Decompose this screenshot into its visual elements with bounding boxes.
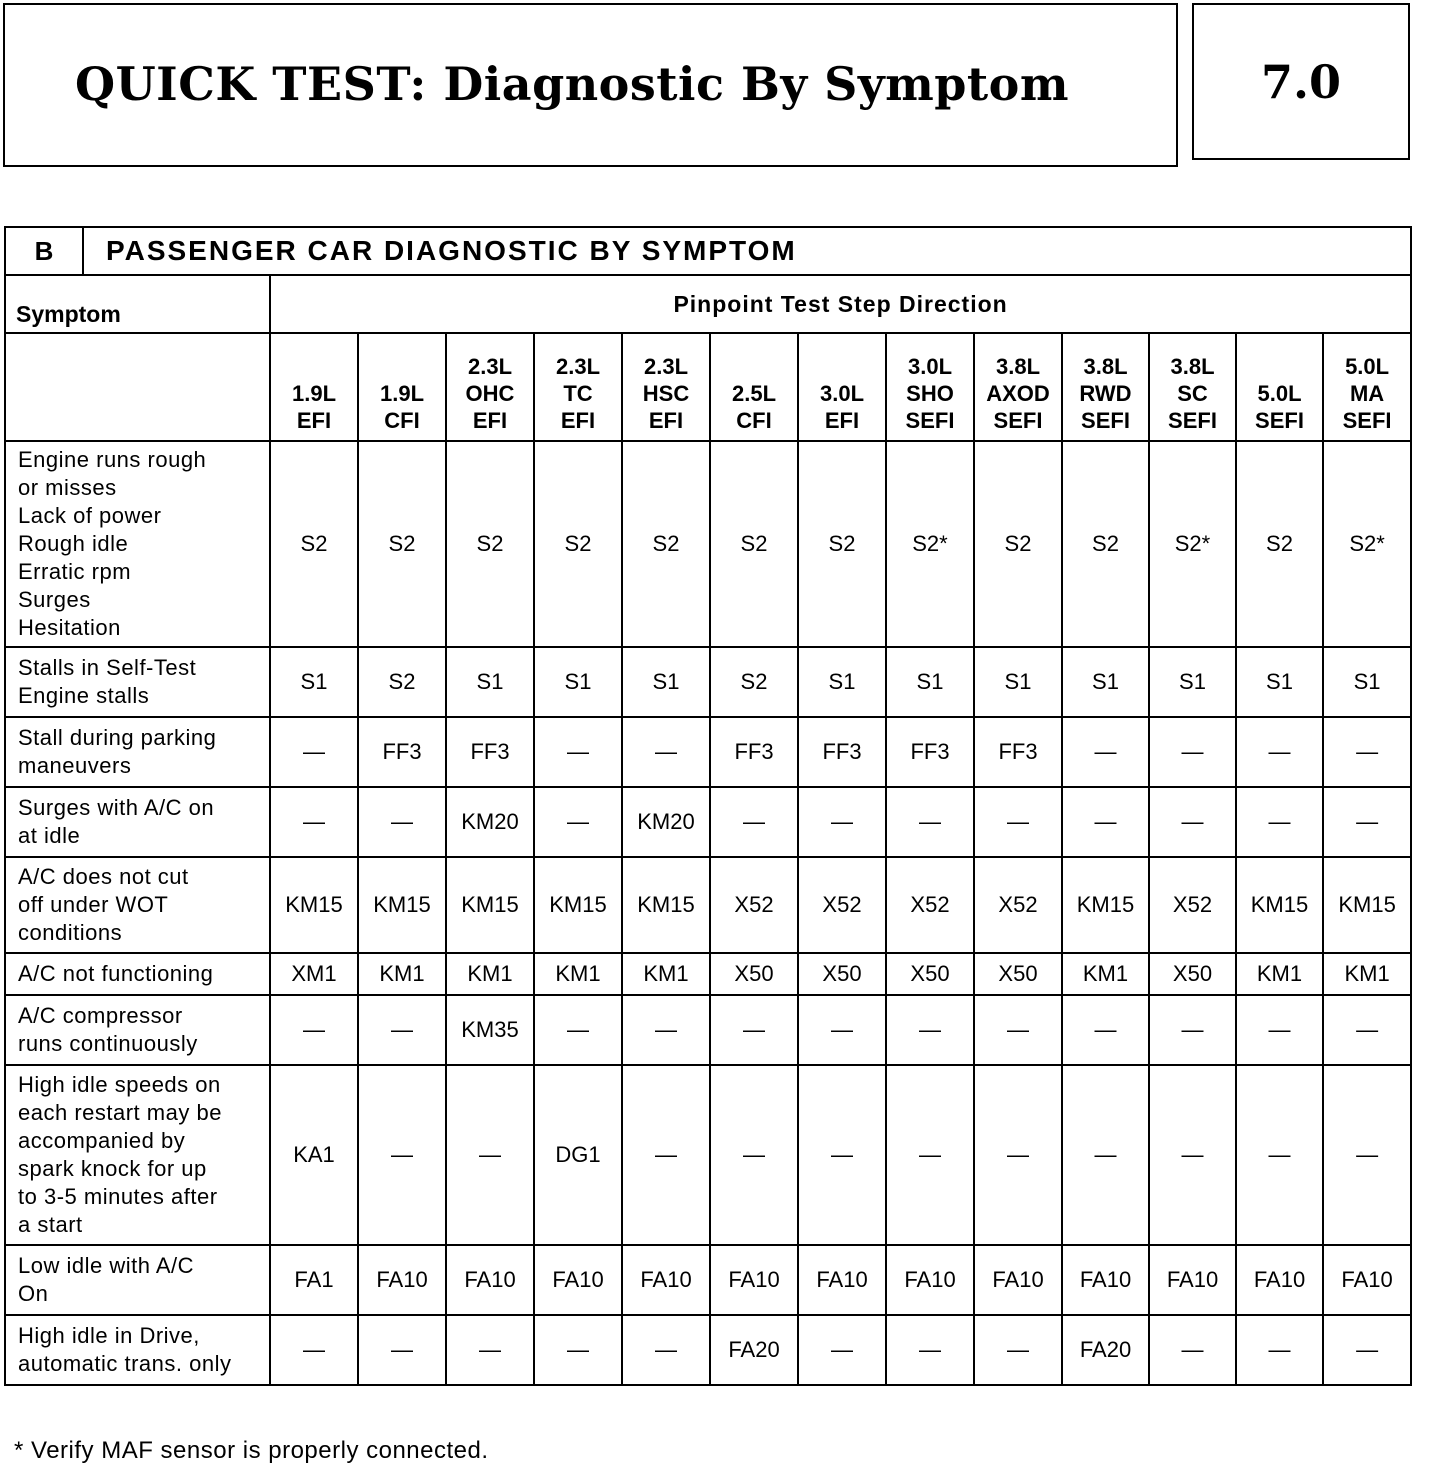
- symptom-line: each restart may be: [18, 1100, 222, 1125]
- pinpoint-cell: —: [974, 1315, 1062, 1385]
- table-row: [5, 717, 1411, 787]
- pinpoint-cell: —: [1236, 995, 1323, 1065]
- pinpoint-cell: FA20: [1062, 1315, 1149, 1385]
- engine-header-line: 2.3L: [467, 354, 513, 379]
- pinpoint-cell: —: [1236, 1315, 1323, 1385]
- pinpoint-cell: —: [358, 1065, 446, 1245]
- pinpoint-cell: S2: [446, 441, 534, 647]
- pinpoint-cell: X50: [974, 953, 1062, 995]
- engine-header-line: EFI: [560, 408, 596, 433]
- pinpoint-cell: —: [798, 1065, 886, 1245]
- engine-header-line: CFI: [384, 408, 420, 433]
- pinpoint-cell: —: [622, 1065, 710, 1245]
- engine-header-line: EFI: [472, 408, 508, 433]
- engine-column-header: [1236, 333, 1323, 441]
- pinpoint-cell: S1: [1323, 647, 1411, 717]
- pinpoint-cell: KM1: [1323, 953, 1411, 995]
- symptom-line: a start: [18, 1212, 83, 1237]
- pinpoint-cell: FA10: [974, 1245, 1062, 1315]
- engine-header-line: EFI: [648, 408, 684, 433]
- table-row: [5, 953, 1411, 995]
- engine-header-line: 2.3L: [555, 354, 601, 379]
- pinpoint-cell: KM15: [1062, 857, 1149, 953]
- pinpoint-cell: —: [622, 995, 710, 1065]
- symptom-line: Stall during parking: [18, 725, 217, 750]
- pinpoint-cell: KM15: [622, 857, 710, 953]
- pinpoint-cell: —: [1323, 995, 1411, 1065]
- symptom-line: conditions: [18, 920, 123, 945]
- symptom-line: High idle speeds on: [18, 1072, 221, 1097]
- pinpoint-cell: X52: [974, 857, 1062, 953]
- symptom-line: Low idle with A/C: [18, 1253, 195, 1278]
- pinpoint-cell: S1: [1149, 647, 1236, 717]
- pinpoint-cell: —: [886, 995, 974, 1065]
- table-row: [5, 647, 1411, 717]
- symptom-line: runs continuously: [18, 1031, 198, 1056]
- engine-column-header: [446, 333, 534, 441]
- engine-header-line: SEFI: [1168, 408, 1217, 433]
- pinpoint-cell: —: [974, 1065, 1062, 1245]
- engine-column-header: [1149, 333, 1236, 441]
- pinpoint-cell: —: [270, 1315, 358, 1385]
- symptom-line: A/C compressor: [18, 1003, 183, 1028]
- symptom-line: Engine stalls: [18, 683, 150, 708]
- engine-header-line: AXOD: [986, 381, 1050, 406]
- table-row: [5, 1065, 1411, 1245]
- engine-column-header: [1062, 333, 1149, 441]
- section-header-row: [5, 227, 1411, 275]
- engine-header-line: 5.0L: [1257, 381, 1302, 406]
- engine-header-line: SEFI: [1081, 408, 1130, 433]
- pinpoint-cell: KM15: [358, 857, 446, 953]
- pinpoint-cell: —: [1236, 1065, 1323, 1245]
- pinpoint-cell: S1: [534, 647, 622, 717]
- pinpoint-cell: —: [1236, 717, 1323, 787]
- pinpoint-cell: —: [974, 787, 1062, 857]
- pinpoint-cell: FF3: [710, 717, 798, 787]
- pinpoint-cell: —: [798, 1315, 886, 1385]
- engine-header-line: SEFI: [905, 408, 955, 433]
- pinpoint-cell: —: [1062, 787, 1149, 857]
- symptom-line: at idle: [18, 823, 81, 848]
- section-title-text: PASSENGER CAR DIAGNOSTIC BY SYMPTOM: [106, 235, 797, 266]
- table-row: [5, 441, 1411, 647]
- engine-header-line: HSC: [642, 381, 690, 406]
- engine-column-header: [710, 333, 798, 441]
- pinpoint-cell: S1: [270, 647, 358, 717]
- pinpoint-cell: KM35: [446, 995, 534, 1065]
- pinpoint-cell: KM20: [622, 787, 710, 857]
- pinpoint-cell: —: [358, 787, 446, 857]
- section-number: 7.0: [1260, 55, 1342, 109]
- symptom-line: off under WOT: [18, 892, 169, 917]
- pinpoint-cell: —: [886, 787, 974, 857]
- pinpoint-cell: FA10: [1323, 1245, 1411, 1315]
- symptom-line: On: [18, 1281, 49, 1306]
- symptom-line: maneuvers: [18, 753, 132, 778]
- pinpoint-cell: S2: [358, 441, 446, 647]
- pinpoint-cell: —: [710, 995, 798, 1065]
- pinpoint-cell: KM1: [534, 953, 622, 995]
- pinpoint-cell: KM1: [1062, 953, 1149, 995]
- pinpoint-cell: FF3: [974, 717, 1062, 787]
- pinpoint-cell: KM15: [534, 857, 622, 953]
- pinpoint-cell: X50: [1149, 953, 1236, 995]
- engine-header-line: CFI: [736, 408, 772, 433]
- pinpoint-cell: XM1: [270, 953, 358, 995]
- engine-header-line: TC: [563, 381, 593, 406]
- pinpoint-cell: S1: [1062, 647, 1149, 717]
- pinpoint-cell: FA10: [798, 1245, 886, 1315]
- engine-header-line: SEFI: [1342, 408, 1392, 433]
- pinpoint-cell: KM15: [446, 857, 534, 953]
- pinpoint-cell: —: [1149, 995, 1236, 1065]
- section-number-box: [1192, 3, 1410, 160]
- pinpoint-cell: KM20: [446, 787, 534, 857]
- pinpoint-cell: —: [622, 1315, 710, 1385]
- engine-header-line: RWD: [1079, 381, 1132, 406]
- engine-column-header: [974, 333, 1062, 441]
- pinpoint-cell: —: [1323, 787, 1411, 857]
- pinpoint-cell: FF3: [886, 717, 974, 787]
- pinpoint-cell: —: [974, 995, 1062, 1065]
- engine-column-header: [534, 333, 622, 441]
- pinpoint-cell: —: [358, 1315, 446, 1385]
- pinpoint-cell: —: [534, 717, 622, 787]
- pinpoint-cell: —: [446, 1065, 534, 1245]
- diagnostic-table: [4, 226, 1412, 1386]
- engine-header-line: 5.0L: [1345, 354, 1390, 379]
- pinpoint-cell: S1: [446, 647, 534, 717]
- table-row: [5, 787, 1411, 857]
- footnote: * Verify MAF sensor is properly connected.: [14, 1437, 489, 1464]
- pinpoint-cell: X52: [798, 857, 886, 953]
- pinpoint-cell: FF3: [358, 717, 446, 787]
- symptom-line: Rough idle: [18, 531, 129, 556]
- title-box: [3, 3, 1178, 167]
- pinpoint-cell: FA10: [358, 1245, 446, 1315]
- engine-header-blank: [5, 333, 270, 441]
- pinpoint-cell: X50: [710, 953, 798, 995]
- pinpoint-cell: FA10: [622, 1245, 710, 1315]
- engine-header-line: 3.0L: [819, 381, 865, 406]
- pinpoint-cell: FA1: [270, 1245, 358, 1315]
- engine-header-line: 2.5L: [731, 381, 777, 406]
- pinpoint-cell: S1: [622, 647, 710, 717]
- pinpoint-cell: —: [358, 995, 446, 1065]
- pinpoint-cell: S2: [798, 441, 886, 647]
- engine-header-line: MA: [1349, 381, 1385, 406]
- pinpoint-cell: —: [534, 787, 622, 857]
- pinpoint-cell: S2: [1236, 441, 1323, 647]
- engine-header-line: SHO: [906, 381, 954, 406]
- pinpoint-cell: X52: [1149, 857, 1236, 953]
- symptom-cell: [5, 1065, 270, 1245]
- pinpoint-cell: S2: [974, 441, 1062, 647]
- pinpoint-cell: —: [1149, 1315, 1236, 1385]
- symptom-cell: [5, 717, 270, 787]
- symptom-line: Stalls in Self-Test: [18, 655, 197, 680]
- page-title: QUICK TEST: Diagnostic By Symptom: [75, 57, 1070, 111]
- pinpoint-cell: —: [1062, 717, 1149, 787]
- pinpoint-cell: —: [1323, 1065, 1411, 1245]
- symptom-line: Surges with A/C on: [18, 795, 215, 820]
- pinpoint-cell: —: [1149, 717, 1236, 787]
- engine-header-line: 3.8L: [995, 354, 1041, 379]
- engine-column-header: [886, 333, 974, 441]
- symptom-cell: [5, 995, 270, 1065]
- pinpoint-cell: —: [1323, 717, 1411, 787]
- pinpoint-cell: KM1: [622, 953, 710, 995]
- pinpoint-cell: S2*: [1323, 441, 1411, 647]
- engine-column-header: [798, 333, 886, 441]
- engine-column-header: [270, 333, 358, 441]
- symptom-line: automatic trans. only: [18, 1351, 232, 1376]
- pinpoint-cell: FA20: [710, 1315, 798, 1385]
- pinpoint-cell: —: [886, 1315, 974, 1385]
- engine-header-line: OHC: [465, 381, 515, 406]
- pinpoint-cell: —: [270, 787, 358, 857]
- symptom-line: to 3-5 minutes after: [18, 1184, 218, 1209]
- engine-header-line: EFI: [296, 408, 332, 433]
- pinpoint-cell: FA10: [1062, 1245, 1149, 1315]
- pinpoint-cell: S1: [798, 647, 886, 717]
- engine-column-header: [1323, 333, 1411, 441]
- engine-header-line: SEFI: [1255, 408, 1304, 433]
- engine-header-line: 1.9L: [291, 381, 337, 406]
- symptom-line: Surges: [18, 587, 91, 612]
- symptom-line: A/C not functioning: [18, 961, 214, 986]
- pinpoint-cell: —: [1062, 995, 1149, 1065]
- pinpoint-cell: FA10: [446, 1245, 534, 1315]
- pinpoint-cell: FF3: [798, 717, 886, 787]
- symptom-line: accompanied by: [18, 1128, 186, 1153]
- pinpoint-cell: —: [1323, 1315, 1411, 1385]
- symptom-line: Lack of power: [18, 503, 162, 528]
- pinpoint-cell: —: [1236, 787, 1323, 857]
- pinpoint-cell: FA10: [534, 1245, 622, 1315]
- symptom-cell: [5, 1315, 270, 1385]
- section-letter: [5, 227, 1411, 275]
- pinpoint-cell: S2: [534, 441, 622, 647]
- pinpoint-cell: —: [1149, 1065, 1236, 1245]
- symptom-line: High idle in Drive,: [18, 1323, 200, 1348]
- pinpoint-cell: —: [798, 787, 886, 857]
- symptom-cell: [5, 441, 270, 647]
- pinpoint-cell: —: [1149, 787, 1236, 857]
- pinpoint-cell: FA10: [1236, 1245, 1323, 1315]
- symptom-line: spark knock for up: [18, 1156, 207, 1181]
- pinpoint-cell: X50: [798, 953, 886, 995]
- pinpoint-cell: FA10: [886, 1245, 974, 1315]
- pinpoint-cell: —: [534, 995, 622, 1065]
- engine-header-line: 3.8L: [1083, 354, 1128, 379]
- symptom-line: Engine runs rough: [18, 447, 207, 472]
- pinpoint-cell: —: [534, 1315, 622, 1385]
- pinpoint-cell: S2: [358, 647, 446, 717]
- pinpoint-cell: X52: [710, 857, 798, 953]
- pinpoint-cell: S2: [1062, 441, 1149, 647]
- pinpoint-cell: S1: [886, 647, 974, 717]
- pinpoint-cell: —: [446, 1315, 534, 1385]
- table-row: [5, 1315, 1411, 1385]
- engine-header-line: EFI: [824, 408, 860, 433]
- pinpoint-cell: S2*: [886, 441, 974, 647]
- pinpoint-cell: —: [622, 717, 710, 787]
- pinpoint-cell: DG1: [534, 1065, 622, 1245]
- pinpoint-cell: —: [710, 1065, 798, 1245]
- pinpoint-cell: S2*: [1149, 441, 1236, 647]
- pinpoint-cell: KM1: [446, 953, 534, 995]
- symptom-cell: [5, 1245, 270, 1315]
- symptom-cell: [5, 953, 270, 995]
- engine-header-line: 3.0L: [907, 354, 953, 379]
- pinpoint-cell: S2: [622, 441, 710, 647]
- symptom-line: A/C does not cut: [18, 864, 189, 889]
- section-letter-text: B: [6, 228, 84, 274]
- symptom-cell: [5, 857, 270, 953]
- table-row: [5, 857, 1411, 953]
- pinpoint-cell: —: [886, 1065, 974, 1245]
- pinpoint-cell: KM15: [270, 857, 358, 953]
- pinpoint-cell: —: [270, 995, 358, 1065]
- symptom-cell: [5, 787, 270, 857]
- symptom-line: Erratic rpm: [18, 559, 132, 584]
- pinpoint-cell: —: [1062, 1065, 1149, 1245]
- pinpoint-header: Pinpoint Test Step Direction: [270, 275, 1411, 333]
- table-row: [5, 995, 1411, 1065]
- pinpoint-cell: KM15: [1236, 857, 1323, 953]
- pinpoint-cell: KM1: [358, 953, 446, 995]
- pinpoint-cell: KA1: [270, 1065, 358, 1245]
- symptom-line: Hesitation: [18, 615, 121, 640]
- pinpoint-cell: —: [270, 717, 358, 787]
- pinpoint-cell: S2: [710, 647, 798, 717]
- pinpoint-cell: S2: [710, 441, 798, 647]
- pinpoint-cell: S2: [270, 441, 358, 647]
- table-row: [5, 1245, 1411, 1315]
- engine-header-line: 1.9L: [379, 381, 425, 406]
- engine-header-line: 2.3L: [643, 354, 689, 379]
- engine-header-row: [5, 333, 1411, 441]
- engine-header-line: SC: [1177, 381, 1208, 406]
- engine-column-header: [622, 333, 710, 441]
- pinpoint-cell: KM1: [1236, 953, 1323, 995]
- engine-header-line: SEFI: [993, 408, 1043, 433]
- pinpoint-cell: S1: [974, 647, 1062, 717]
- symptom-cell: [5, 647, 270, 717]
- pinpoint-cell: FA10: [1149, 1245, 1236, 1315]
- pinpoint-cell: FA10: [710, 1245, 798, 1315]
- pinpoint-cell: X50: [886, 953, 974, 995]
- symptom-line: or misses: [18, 475, 117, 500]
- pinpoint-cell: FF3: [446, 717, 534, 787]
- pinpoint-cell: —: [710, 787, 798, 857]
- engine-column-header: [358, 333, 446, 441]
- symptom-column-header: Symptom: [5, 275, 270, 333]
- pinpoint-cell: X52: [886, 857, 974, 953]
- pinpoint-cell: S1: [1236, 647, 1323, 717]
- pinpoint-cell: KM15: [1323, 857, 1411, 953]
- pinpoint-cell: —: [798, 995, 886, 1065]
- engine-header-line: 3.8L: [1170, 354, 1215, 379]
- column-group-header-row: [5, 275, 1411, 333]
